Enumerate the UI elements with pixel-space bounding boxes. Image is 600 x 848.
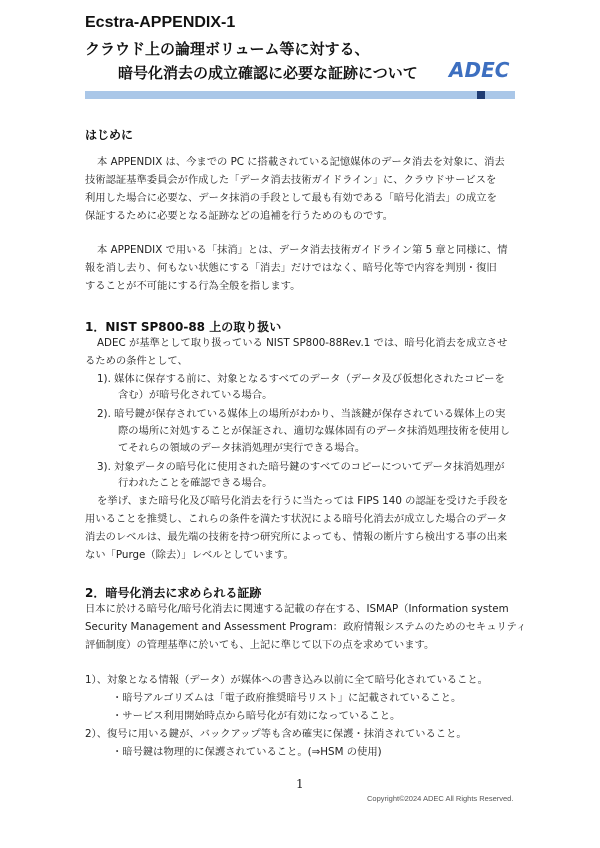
section-2-line: Security Management and Assessment Program：政府情報システムのためのセキュリティ: [85, 621, 527, 633]
adec-logo: ADEC: [449, 58, 510, 82]
section-1-line: 際の場所に対処することが保証され、適切な媒体固有のデータ抹消処理技術を使用し: [118, 425, 510, 437]
section-1-line: 含む）が暗号化されている場合。: [118, 389, 273, 401]
section-2-line: 日本に於ける暗号化/暗号化消去に関連する記載の存在する、ISMAP（Information system: [85, 603, 509, 615]
section-1-line: ない「Purge（除去）」レベルとしています。: [85, 549, 294, 561]
section-2-line: ・サービス利用開始時点から暗号化が有効になっていること。: [112, 710, 401, 722]
document-title-line-1: クラウド上の論理ボリューム等に対する、: [85, 40, 370, 58]
section-1-line: 消去のレベルは、最先端の技術を持つ研究所によっても、情報の断片すら検出する事の出来: [85, 531, 508, 543]
section-1-line: 3). 対象データの暗号化に使用された暗号鍵のすべてのコピーについてデータ抹消処理が: [97, 461, 505, 473]
header-divider-mark: [477, 91, 485, 99]
page-number: 1: [296, 777, 304, 791]
intro-line: 本 APPENDIX は、今までの PC に搭載されている記憶媒体のデータ消去を対象に、消去: [97, 156, 505, 168]
document-title-line-2: 暗号化消去の成立確認に必要な証跡について: [118, 64, 418, 82]
intro-line: 保証するために必要となる証跡などの追補を行うためのものです。: [85, 210, 394, 222]
header-divider-bar: [85, 91, 515, 99]
section-1-line: るための条件として、: [85, 355, 188, 367]
document-code: Ecstra-APPENDIX-1: [85, 14, 236, 31]
section-1-heading: 1．NIST SP800-88 上の取り扱い: [85, 320, 282, 334]
intro-line: 利用した場合に必要な、データ抹消の手段として最も有効である「暗号化消去」の成立を: [85, 192, 497, 204]
section-1-line: 1). 媒体に保存する前に、対象となるすべてのデータ（データ及び仮想化されたコピーを: [97, 373, 505, 385]
intro-line: 技術認証基準委員会が作成した「データ消去技術ガイドライン」に、クラウドサービスを: [85, 174, 497, 186]
intro-line: することが不可能にする行為全般を指します。: [85, 280, 301, 292]
section-1-line: 用いることを推奨し、これらの条件を満たす状況による暗号化消去が成立した場合のデータ: [85, 513, 508, 525]
section-1-line: 行われたことを確認できる場合。: [118, 477, 273, 489]
section-2-line: 評価制度）の管理基準に於いても、上記に準じて以下の点を求めています。: [85, 639, 435, 651]
intro-line: 本 APPENDIX で用いる「抹消」とは、データ消去技術ガイドライン第 5 章と同様に、情: [97, 244, 508, 256]
section-2-line: 2）、復号に用いる鍵が、バックアップ等も含め確実に保護・抹消されていること。: [85, 728, 467, 740]
section-2-line: ・暗号アルゴリズムは「電子政府推奨暗号リスト」に記載されていること。: [112, 692, 462, 704]
section-1-line: 2). 暗号鍵が保存されている媒体上の場所がわかり、当該鍵が保存されている媒体上の実: [97, 408, 506, 420]
section-1-line: ADEC が基準として取り扱っている NIST SP800-88Rev.1 では、暗号化消去を成立させ: [97, 337, 508, 349]
section-1-line: を挙げ、また暗号化及び暗号化消去を行うに当たっては FIPS 140 の認証を受けた手段を: [97, 495, 509, 507]
section-2-line: 1）、対象となる情報（データ）が媒体への書き込み以前に全て暗号化されていること。: [85, 674, 488, 686]
section-1-line: てそれらの領域のデータ抹消処理が実行できる場合。: [118, 442, 366, 454]
intro-line: 報を消し去り、何もない状態にする「消去」だけではなく、暗号化等で内容を判別・復旧: [85, 262, 497, 274]
section-2-line: ・暗号鍵は物理的に保護されていること。(⇒HSM の使用): [112, 746, 382, 758]
copyright-notice: Copyright©2024 ADEC All Rights Reserved.: [367, 794, 514, 803]
section-2-heading: 2．暗号化消去に求められる証跡: [85, 586, 262, 600]
intro-heading: はじめに: [85, 128, 134, 142]
